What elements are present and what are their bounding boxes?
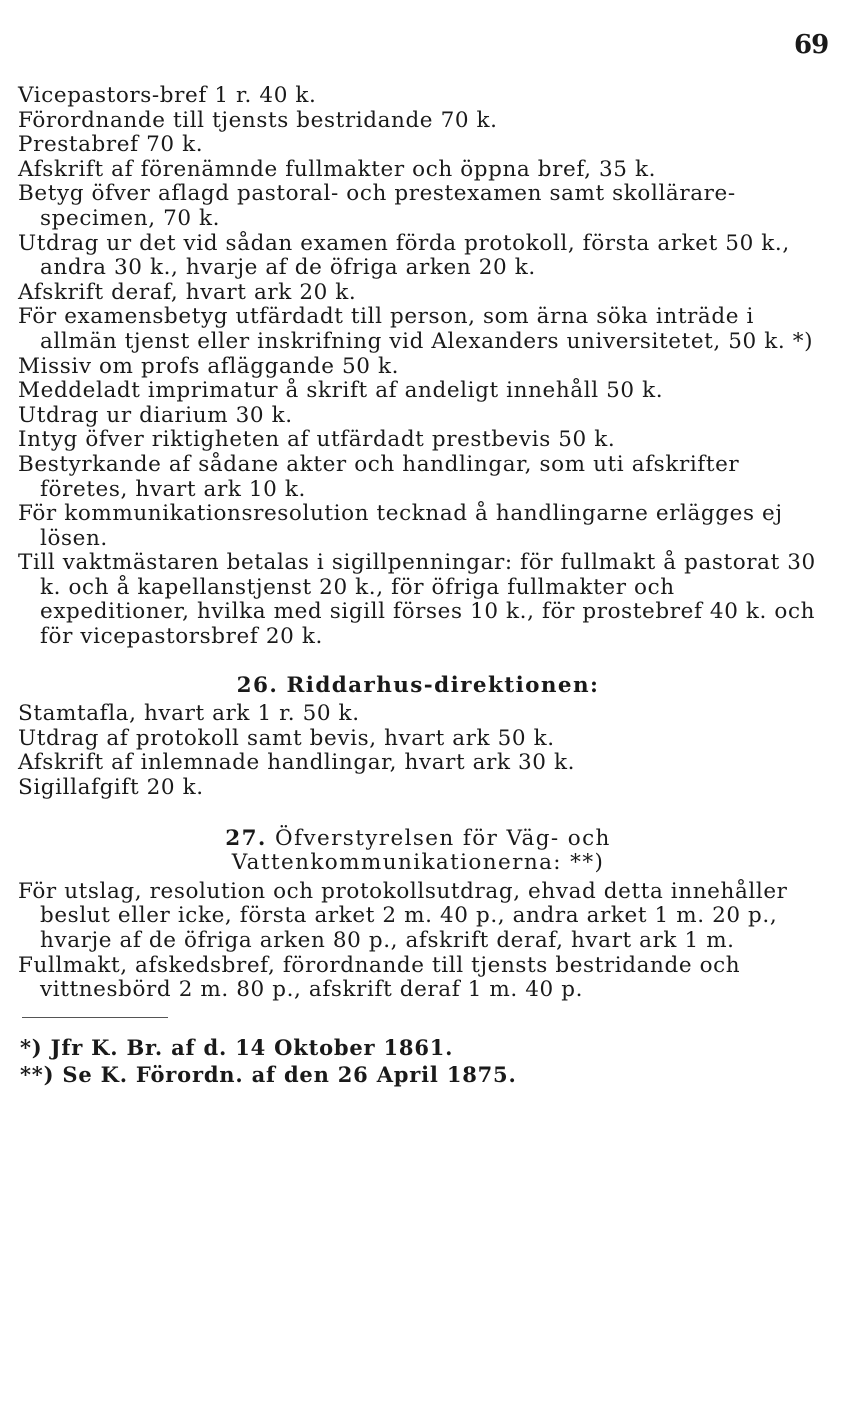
section-heading-27: [18, 827, 818, 876]
fee-entry: Utdrag ur det vid sådan examen förda protokoll, första arket 50 k., andra 30 k., hvarje af de öfriga arken 20 k.: [18, 230, 790, 281]
fee-entry: För examensbetyg utfärdadt till person, som ärna söka inträde i allmän tjenst eller inskrifning vid Alexanders universitetet, 50 k. *): [18, 304, 814, 354]
page-body: [18, 84, 818, 1088]
section-title: Riddarhus-direktionen:: [286, 672, 600, 698]
fee-entry: Utdrag af protokoll samt bevis, hvart ark 50 k.: [18, 725, 555, 751]
fee-entry: Afskrift deraf, hvart ark 20 k.: [18, 279, 357, 305]
fee-entry: Betyg öfver aflagd pastoral- och prestexamen samt skollärare-specimen, 70 k.: [18, 181, 736, 231]
section-number: 26.: [236, 672, 279, 698]
fee-entry: Missiv om profs afläggande 50 k.: [18, 353, 400, 379]
section-heading-26: [18, 674, 818, 699]
fee-entry: Afskrift af förenämnde fullmakter och öppna bref, 35 k.: [18, 156, 657, 182]
section-title: Öfverstyrelsen för Väg- och Vattenkommunikationerna: **): [231, 825, 611, 876]
fee-entry: Utdrag ur diarium 30 k.: [18, 402, 293, 428]
fee-entry: För utslag, resolution och protokollsutdrag, ehvad detta innehåller beslut eller icke, första arket 2 m. 40 p., andra arket 1 m. 20 p., hvarje af de öfriga arken 80 p., afskrift deraf, hvart ark 1 m.: [18, 878, 788, 953]
fee-entry: Intyg öfver riktigheten af utfärdadt prestbevis 50 k.: [18, 427, 616, 453]
fee-entry: Vicepastors-bref 1 r. 40 k.: [18, 83, 317, 108]
footnote: *) Jfr K. Br. af d. 14 Oktober 1861.: [20, 1034, 454, 1060]
footnote: **) Se K. Förordn. af den 26 April 1875.: [20, 1061, 517, 1087]
fee-entry: Sigillafgift 20 k.: [18, 775, 204, 801]
fee-entry: Till vaktmästaren betalas i sigillpenningar: för fullmakt å pastorat 30 k. och å kapellanstjenst 20 k., för öfriga fullmakter och expeditioner, hvilka med sigill förses 10 k., för prostebref 40 k. och för vicepastorsbref 20 k.: [18, 550, 816, 650]
fee-entry: Prestabref 70 k.: [18, 132, 204, 158]
fee-entry: För kommunikationsresolution tecknad å handlingarne erlägges ej lösen.: [18, 501, 783, 551]
fee-entry: Bestyrkande af sådane akter och handlingar, som uti afskrifter företes, hvart ark 10 k.: [18, 451, 740, 502]
fee-entry: Afskrift af inlemnade handlingar, hvart ark 30 k.: [18, 750, 576, 776]
fee-entry: Stamtafla, hvart ark 1 r. 50 k.: [18, 701, 360, 727]
footnote-divider: [22, 1017, 168, 1018]
fee-entry: Fullmakt, afskedsbref, förordnande till tjensts bestridande och vittnesbörd 2 m. 80 p., afskrift deraf 1 m. 40 p.: [18, 952, 741, 1003]
fee-entry: Förordnande till tjensts bestridande 70 k.: [18, 107, 498, 133]
fee-entry: Meddeladt imprimatur å skrift af andeligt innehåll 50 k.: [18, 378, 664, 404]
page-number: 69: [794, 30, 829, 60]
section-number: 27.: [225, 825, 267, 851]
